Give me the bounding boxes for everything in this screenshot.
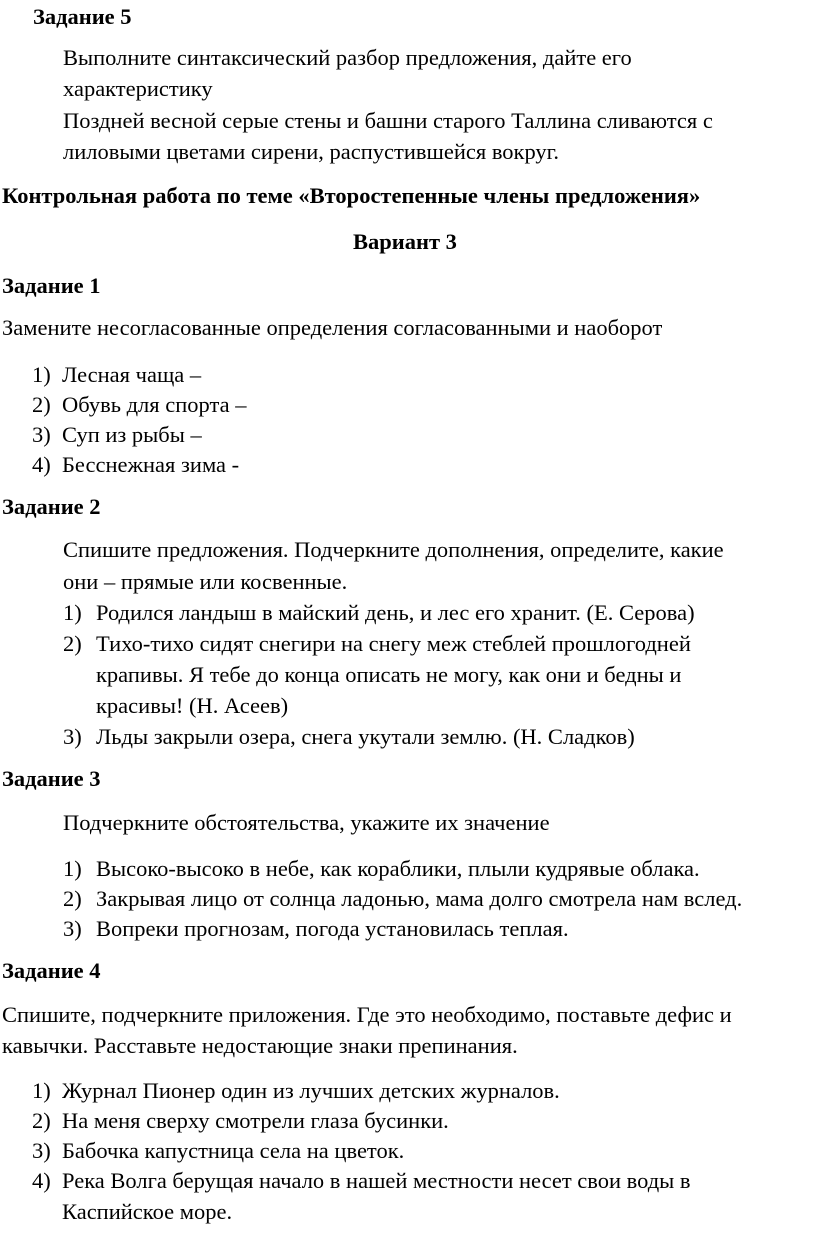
list-item: Обувь для спорта – [62,392,247,417]
task3-heading: Задание 3 [2,766,101,791]
task5-sentence-line2: лиловыми цветами сирени, распустившейся вокруг. [63,139,559,164]
task4-instruction-line1: Спишите, подчеркните приложения. Где это необходимо, поставьте дефис и [2,1002,732,1027]
list-item: На меня сверху смотрели глаза бусинки. [62,1108,449,1133]
task5-sentence-line1: Поздней весной серые стены и башни старого Таллина сливаются с [63,108,713,133]
test-title: Контрольная работа по теме «Второстепенные члены предложения» [2,183,701,208]
list-item-number: 2) [32,1108,51,1133]
task5-instruction-line2: характеристику [63,76,213,101]
task1-heading: Задание 1 [2,273,101,298]
list-item: Вопреки прогнозам, погода установилась теплая. [96,916,569,941]
list-item-number: 1) [32,1078,51,1103]
list-item-number: 3) [32,422,51,447]
list-item-number: 4) [32,452,51,477]
list-item-number: 3) [63,916,82,941]
task2-instruction-line2: они – прямые или косвенные. [63,569,348,594]
task2-heading: Задание 2 [2,494,101,519]
task3-instruction: Подчеркните обстоятельства, укажите их значение [63,810,550,835]
list-item: Лесная чаща – [62,362,202,387]
list-item-line: Тихо-тихо сидят снегири на снегу меж стеблей прошлогодней [96,631,691,656]
list-item: Журнал Пионер один из лучших детских журналов. [62,1078,560,1103]
task1-instruction: Замените несогласованные определения согласованными и наоборот [2,315,663,340]
task4-instruction-line2: кавычки. Расставьте недостающие знаки препинания. [2,1033,518,1058]
list-item: Высоко-высоко в небе, как кораблики, плыли кудрявые облака. [96,856,700,881]
list-item-line: крапивы. Я тебе до конца описать не могу, как они и бедны и [96,662,682,687]
task5-heading: Задание 5 [33,4,132,29]
list-item-number: 3) [63,724,82,749]
list-item-number: 4) [32,1168,51,1193]
list-item-number: 1) [63,856,82,881]
list-item-number: 2) [32,392,51,417]
list-item-line: красивы! (Н. Асеев) [96,693,289,718]
list-item-line: Река Волга берущая начало в нашей местности несет свои воды в [62,1168,691,1193]
list-item: Закрывая лицо от солнца ладонью, мама долго смотрела нам вслед. [96,886,743,911]
list-item-number: 1) [63,600,82,625]
task2-instruction-line1: Спишите предложения. Подчеркните дополнения, определите, какие [63,537,724,562]
task5-instruction-line1: Выполните синтаксический разбор предложения, дайте его [63,45,632,70]
variant-label: Вариант 3 [353,229,457,254]
list-item-number: 1) [32,362,51,387]
task4-heading: Задание 4 [2,958,101,983]
list-item-line: Каспийское море. [62,1199,233,1224]
list-item-number: 2) [63,886,82,911]
list-item-number: 2) [63,631,82,656]
list-item: Бабочка капустница села на цветок. [62,1138,405,1163]
list-item: Родился ландыш в майский день, и лес его хранит. (Е. Серова) [96,600,695,625]
list-item-number: 3) [32,1138,51,1163]
list-item: Бесснежная зима - [62,452,240,477]
list-item: Льды закрыли озера, снега укутали землю. (Н. Сладков) [96,724,635,749]
list-item: Суп из рыбы – [62,422,202,447]
